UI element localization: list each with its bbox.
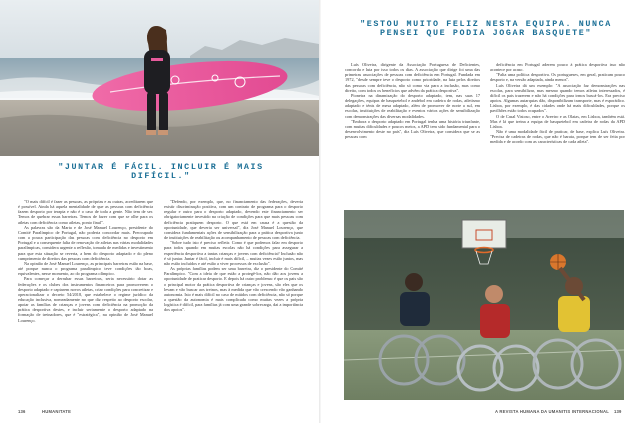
page-number-left: 136 bbox=[18, 409, 26, 414]
pull-quote-left: "JUNTAR É FÁCIL. INCLUIR É MAIS DIFÍCIL." bbox=[58, 162, 264, 181]
article-column-1 bbox=[18, 199, 153, 323]
paragraph: Não é uma modalidade fácil de praticar, de base, explica Luís Oliveira. "Precisa de cadeiras de rodas, que não é barata, porque tem de ser feita por medida e de acordo com as características de cada atleta". bbox=[490, 129, 625, 145]
paragraph: "Sobre tudo isto é preciso refletir. Como é que podemos falar em desporto para todos quando em muitas escolas não há condições para assegurar a experiência desportiva a tantas crianças e jovens com deficiência? Inclusão não é só juntar. Juntar é fácil, incluir é mais difícil, – muitas vezes estão juntos, mas não estão incluídos e até estão a viver processos de exclusão". bbox=[164, 240, 303, 266]
paragraph: "Falta uma política desportiva. Os portugueses, em geral, praticam pouco desporto e, na versão adaptada, ainda menos". bbox=[490, 72, 625, 83]
paragraph: "O mais difícil é fazer as pessoas, as próprias e as outras, acreditarem que é possível. Ainda há aquela mentalidade de que as pessoas com deficiência fazem desporto por terapia e não é o caso de toda a gente. Não tem de ser. Temos de quebrar essas barreiras. Temos de fazer com que se olhe para os atletas com deficiência como atletas, ponto final". bbox=[18, 199, 153, 225]
paragraph: "Embora o desporto adaptado em Portugal tenha uma história triunfante, com muitas dificuldades e poucos meios, a APD tem sido fundamental para o desenvolvimento deste no país", diz Luís Oliveira, que considera que se as pessoas com bbox=[345, 118, 480, 140]
wheelchair-basketball-photo bbox=[344, 210, 624, 400]
article-column-4 bbox=[490, 62, 625, 145]
paragraph: As palavras são da Marta e de José Manuel Lourenço, presidente do Comité Paralímpico de Portugal, não poderia concordar mais. Preocupado com a pouca participação das pessoas com deficiência no desporto em Portugal e a consequente falta de renovação de atletas nas várias modalidades paralímpicas, considera urgente a reflexão, tomada de medidas e investimento para que esta situação se reverta, a bem do desporto adaptado e do pleno cumprimento de direitos das pessoas com deficiência. bbox=[18, 224, 153, 261]
paragraph: deficiência em Portugal aderem pouco à prática desportiva isso não acontece por acaso. bbox=[490, 62, 625, 73]
paragraph: Pioneira na dinamização do desporto adaptado, tem, nas suas 17 delegações, equipas de basquetebol e andebol em cadeira de rodas, atletismo adaptado e ténis de mesa adaptado, além de promover de norte a sul, em escolas, instituições de reabilitação e eventos vários ações de sensibilização com demonstrações das diversas modalidades. bbox=[345, 92, 480, 119]
pull-quote-right: "ESTOU MUITO FELIZ NESTA EQUIPA. NUNCA PENSEI QUE PODIA JOGAR BASQUETE" bbox=[360, 19, 612, 38]
paragraph: O de Casal Vistoso, entre o Areeiro e as Olaias, em Lisboa, também está. Mas é lá que treina a equipa de basquetebol em cadeira de rodas da APD Lisboa. bbox=[490, 113, 625, 129]
magazine-title-left: HUMANITATE bbox=[42, 409, 72, 414]
page-gutter bbox=[319, 0, 321, 423]
paragraph: Para começar a derrubar essas barreiras, seria necessário dotar as federações e os clubes dos instrumentos financeiros para promoverem o desporto adaptado e captarem novos atletas, criar condições para concretizar e operacionalizar o decreto 54/2018, que estabelece o regime jurídico da educação inclusiva, nomeadamente no que diz respeito ao desporto escolar, apoiar as famílias de crianças e jovens com deficiência na promoção da prática desportiva destes, e incluir seriamente o desporto adaptado na formação de treinadores, que é "estratégica", na opinião de José Manuel Lourenço. bbox=[18, 276, 153, 323]
page-number-right: 139 bbox=[614, 409, 622, 414]
article-column-2 bbox=[164, 199, 303, 312]
paragraph: As próprias famílias podem ser uma barreira, diz o presidente do Comité Paralímpico. "Com a ideia de que estão a protegê-los, não dão aos jovens a oportunidade de praticar desporto. E depois há outro problema: é que os pais são o principal motor da prática desportiva de crianças e jovens, são eles que os levam e vão buscar aos treinos, mas à medida que vão crescendo vão ganhando autonomia. Isto é mais difícil no caso de miúdos com deficiência, não só porque a questão da autonomia é mais complicada como muitas vezes a própria logística é difícil, para famílias já com uma grande sobrecarga, dai a importância dos apoios". bbox=[164, 266, 303, 313]
paragraph: Na opinião de José Manuel Lourenço, as principais barreiras estão na base, até porque nunca o programa paralímpico teve condições tão boas, equivalentes, nesse momento, ao do programa olímpico. bbox=[18, 260, 153, 277]
paragraph: Luís Oliveira dá um exemplo: "A associação faz demonstrações nas escolas, para sensibilizar, mas mesmo quando temos atletas interessados, é difícil os pais trazerem e não há condições para irmos buscá-los. Era preciso apoios. Algumas autarquias dão, disponibilizam transporte, mas é esporádico. Lisboa, por exemplo, é das cidades onde há mais dificuldades, porque os pavilhões estão todos ocupados". bbox=[490, 82, 625, 114]
magazine-title-right: A REVISTA HUMANA DA UMANITIS INTERNACIONAL bbox=[495, 409, 610, 414]
paragraph: "Defendo, por exemplo, que, no financiamento das federações, deveria existir discriminação positiva, com um contrato de programa para o desporto regular e outro para o desporto adaptado, devendo este financiamento ser obrigatoriamente investido na criação de condições para que mais pessoas com deficiência pratiquem desporto. O que está em causa é a questão da oportunidade, que deveria ser universal", diz José Manuel Lourenço, que considera fundamentais ações de sensibilização para a prática desportiva junto de instituições de reabilitação ou acompanhamento de pessoas com deficiência. bbox=[164, 199, 303, 241]
paragraph: Luís Oliveira, dirigente da Associação Portuguesa de Deficientes, concorda e luta por isso todos os dias. A associação que dirige foi uma das primeiras associações de pessoas com deficiência em Portugal. Fundada em 1972, "desde sempre teve o desporto como prioridade, na luta pelos direitos das pessoas com deficiência, não só como via para a inclusão, mas como direito, com todos os benefícios que advêm da prática desportiva". bbox=[345, 62, 480, 93]
surfer-photo bbox=[0, 0, 319, 156]
article-column-3 bbox=[345, 62, 480, 139]
